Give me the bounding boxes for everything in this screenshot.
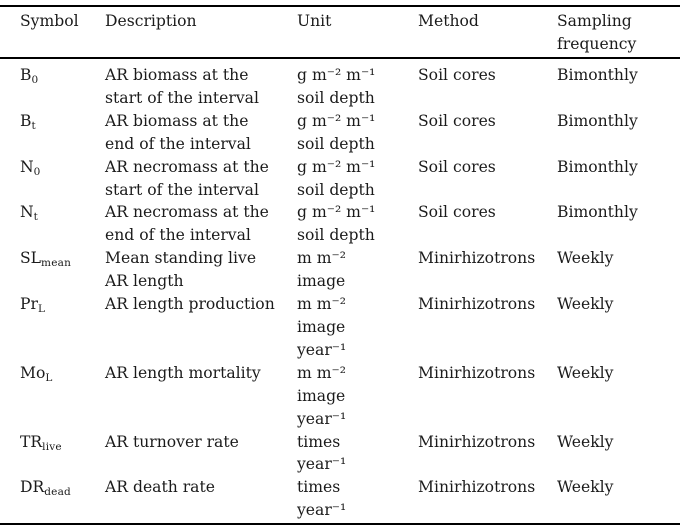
symbol-cell: [20, 362, 105, 390]
method-cell: Minirhizotrons: [418, 295, 536, 314]
description-line: start of the interval: [105, 180, 259, 199]
table-row: [0, 293, 680, 362]
symbol-cell: [20, 293, 105, 321]
description-line: AR length production: [105, 295, 275, 314]
symbol: [20, 64, 105, 92]
unit-line: soil depth: [297, 180, 375, 199]
symbol-cell: [20, 247, 105, 275]
description-line: AR biomass at the: [105, 66, 249, 84]
symbol-base: DR: [20, 478, 45, 497]
table-row: [0, 431, 680, 477]
symbol-subscript: t: [31, 119, 36, 132]
unit-cell: [297, 64, 418, 110]
description-line: AR death rate: [105, 478, 215, 497]
unit-cell: [297, 110, 418, 156]
header-divider-rule: [0, 57, 680, 59]
unit-line: g m⁻² m⁻¹: [297, 111, 376, 130]
unit-line: image: [297, 272, 346, 291]
frequency-cell: Weekly: [557, 432, 614, 451]
unit-cell: [297, 293, 418, 362]
description-cell: [105, 156, 297, 202]
frequency-cell: Bimonthly: [557, 157, 638, 176]
symbol-cell: [20, 201, 105, 229]
symbol-base: TR: [20, 432, 43, 451]
symbol-base: B: [20, 111, 32, 130]
frequency-cell: Weekly: [557, 249, 614, 268]
method-cell: Minirhizotrons: [418, 249, 536, 268]
description-line: end of the interval: [105, 134, 251, 153]
symbol-base: N: [20, 203, 34, 222]
frequency-cell: Weekly: [557, 295, 614, 314]
col-header-sampling-frequency: Sampling frequency: [557, 12, 637, 53]
description-cell: [105, 431, 297, 454]
description-line: AR necromass at the: [105, 157, 269, 176]
unit-line: year⁻¹: [297, 455, 347, 474]
symbol-subscript: mean: [41, 257, 72, 270]
method-cell: Soil cores: [418, 66, 496, 84]
unit-line: m m⁻²: [297, 295, 347, 314]
unit-cell: [297, 156, 418, 202]
col-header-symbol: Symbol: [20, 12, 79, 30]
table-row: [0, 247, 680, 293]
description-line: Mean standing live: [105, 249, 257, 268]
table-row: [0, 64, 680, 110]
symbol-base: SL: [20, 249, 42, 268]
unit-line: image: [297, 317, 346, 336]
unit-line: times: [297, 432, 341, 451]
description-cell: [105, 362, 297, 385]
col-header-method: Method: [418, 12, 479, 30]
unit-line: g m⁻² m⁻¹: [297, 66, 376, 84]
description-cell: [105, 476, 297, 499]
symbol: [20, 431, 105, 459]
symbol-subscript: live: [42, 440, 62, 453]
unit-line: year⁻¹: [297, 501, 347, 520]
description-line: AR length: [105, 272, 184, 291]
method-cell: Soil cores: [418, 111, 496, 130]
unit-line: g m⁻² m⁻¹: [297, 157, 376, 176]
method-cell: Soil cores: [418, 203, 496, 222]
col-header-unit: Unit: [297, 12, 332, 30]
description-cell: [105, 64, 297, 110]
unit-line: soil depth: [297, 88, 375, 107]
table-body: [0, 64, 680, 522]
table-row: [0, 201, 680, 247]
symbol-cell: [20, 64, 105, 92]
symbol: [20, 201, 105, 229]
unit-cell: [297, 201, 418, 247]
bottom-rule: [0, 523, 680, 525]
unit-line: soil depth: [297, 134, 375, 153]
unit-cell: [297, 476, 418, 522]
unit-cell: [297, 362, 418, 431]
method-cell: Soil cores: [418, 157, 496, 176]
symbol-subscript: L: [37, 303, 46, 316]
unit-line: g m⁻² m⁻¹: [297, 203, 376, 222]
symbol-base: Pr: [20, 295, 38, 314]
description-cell: [105, 201, 297, 247]
unit-line: times: [297, 478, 341, 497]
unit-cell: [297, 247, 418, 293]
header-row: [0, 10, 680, 56]
frequency-cell: Weekly: [557, 363, 614, 382]
unit-line: image: [297, 386, 346, 405]
frequency-cell: Bimonthly: [557, 203, 638, 222]
description-cell: [105, 247, 297, 293]
unit-line: m m⁻²: [297, 249, 347, 268]
unit-line: year⁻¹: [297, 409, 347, 428]
symbol-subscript: dead: [44, 486, 71, 499]
description-line: AR biomass at the: [105, 111, 249, 130]
method-cell: Minirhizotrons: [418, 478, 536, 497]
col-header-description: Description: [105, 12, 197, 30]
description-line: AR turnover rate: [105, 432, 239, 451]
symbol: [20, 247, 105, 275]
description-line: start of the interval: [105, 88, 259, 107]
symbol: [20, 293, 105, 321]
method-cell: Minirhizotrons: [418, 432, 536, 451]
symbol-cell: [20, 110, 105, 138]
frequency-cell: Weekly: [557, 478, 614, 497]
symbol: [20, 476, 105, 504]
description-line: AR length mortality: [105, 363, 261, 382]
symbol-subscript: t: [33, 211, 39, 224]
description-line: AR necromass at the: [105, 203, 269, 222]
symbol-subscript: 0: [33, 165, 41, 178]
symbol-subscript: L: [45, 371, 53, 384]
symbol: [20, 110, 105, 138]
symbol-cell: [20, 156, 105, 184]
table-row: [0, 476, 680, 522]
symbol: [20, 362, 105, 390]
unit-line: soil depth: [297, 226, 375, 245]
symbol-base: B: [20, 66, 32, 84]
frequency-cell: Bimonthly: [557, 111, 638, 130]
symbol-cell: [20, 476, 105, 504]
table-row: [0, 362, 680, 431]
symbol-subscript: 0: [31, 74, 39, 86]
description-cell: [105, 293, 297, 316]
frequency-cell: Bimonthly: [557, 66, 638, 84]
description-line: end of the interval: [105, 226, 251, 245]
unit-line: year⁻¹: [297, 340, 347, 359]
symbol-base: Mo: [20, 363, 46, 382]
unit-line: m m⁻²: [297, 363, 347, 382]
symbol-base: N: [20, 157, 34, 176]
method-cell: Minirhizotrons: [418, 363, 536, 382]
top-rule: [0, 5, 680, 7]
unit-cell: [297, 431, 418, 477]
description-cell: [105, 110, 297, 156]
table-row: [0, 110, 680, 156]
symbol-cell: [20, 431, 105, 459]
symbol: [20, 156, 105, 184]
table-row: [0, 156, 680, 202]
